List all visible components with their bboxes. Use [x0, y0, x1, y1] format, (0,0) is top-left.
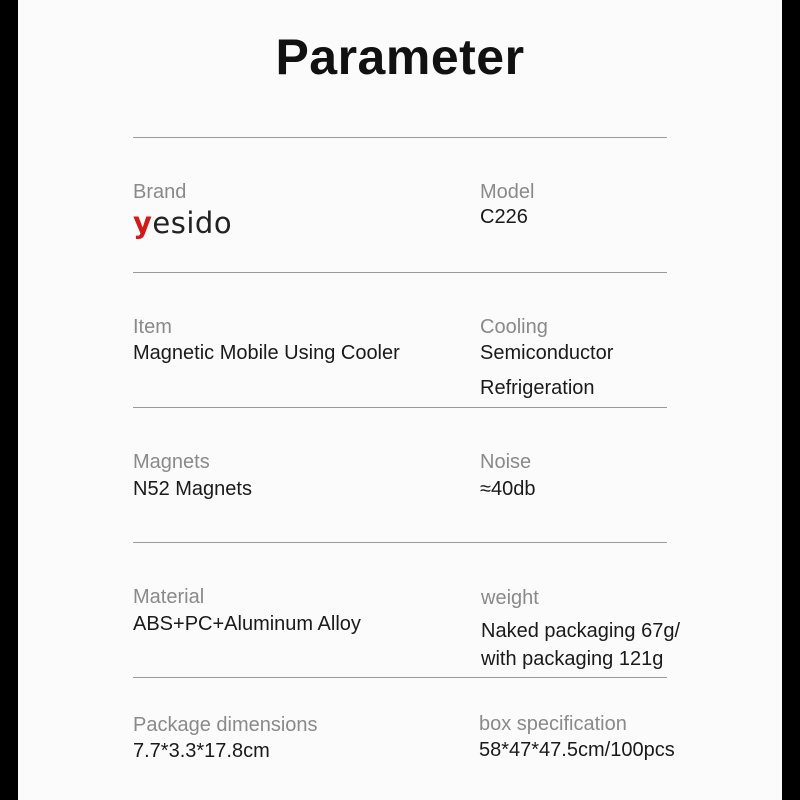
cooling-value-line1: Semiconductor — [480, 342, 614, 364]
parameter-sheet — [18, 0, 782, 800]
weight-value-line1: Naked packaging 67g/ — [481, 620, 681, 642]
cooling-value-line2: Refrigeration — [480, 377, 595, 399]
divider — [133, 677, 667, 678]
material-value: ABS+PC+Aluminum Alloy — [133, 613, 361, 635]
brand-logo: yesido — [133, 206, 233, 240]
noise-label: Noise — [480, 451, 532, 473]
divider — [133, 542, 667, 543]
package-dimensions-label: Package dimensions — [133, 714, 318, 736]
page-title: Parameter — [275, 29, 525, 85]
model-value: C226 — [480, 206, 528, 228]
noise-value: ≈40db — [480, 478, 536, 500]
item-label: Item — [133, 316, 172, 338]
material-label: Material — [133, 586, 205, 608]
divider — [133, 407, 667, 408]
magnets-label: Magnets — [133, 451, 210, 473]
item-value: Magnetic Mobile Using Cooler — [133, 342, 400, 364]
model-label: Model — [480, 181, 535, 203]
divider — [133, 137, 667, 138]
cooling-label: Cooling — [480, 316, 548, 338]
weight-value-line2: with packaging 121g — [481, 648, 664, 670]
magnets-value: N52 Magnets — [133, 478, 252, 500]
weight-label: weight — [481, 587, 539, 609]
divider — [133, 272, 667, 273]
brand-label: Brand — [133, 181, 187, 203]
package-dimensions-value: 7.7*3.3*17.8cm — [133, 740, 270, 762]
box-specification-label: box specification — [479, 713, 627, 735]
box-specification-value: 58*47*47.5cm/100pcs — [479, 739, 675, 761]
